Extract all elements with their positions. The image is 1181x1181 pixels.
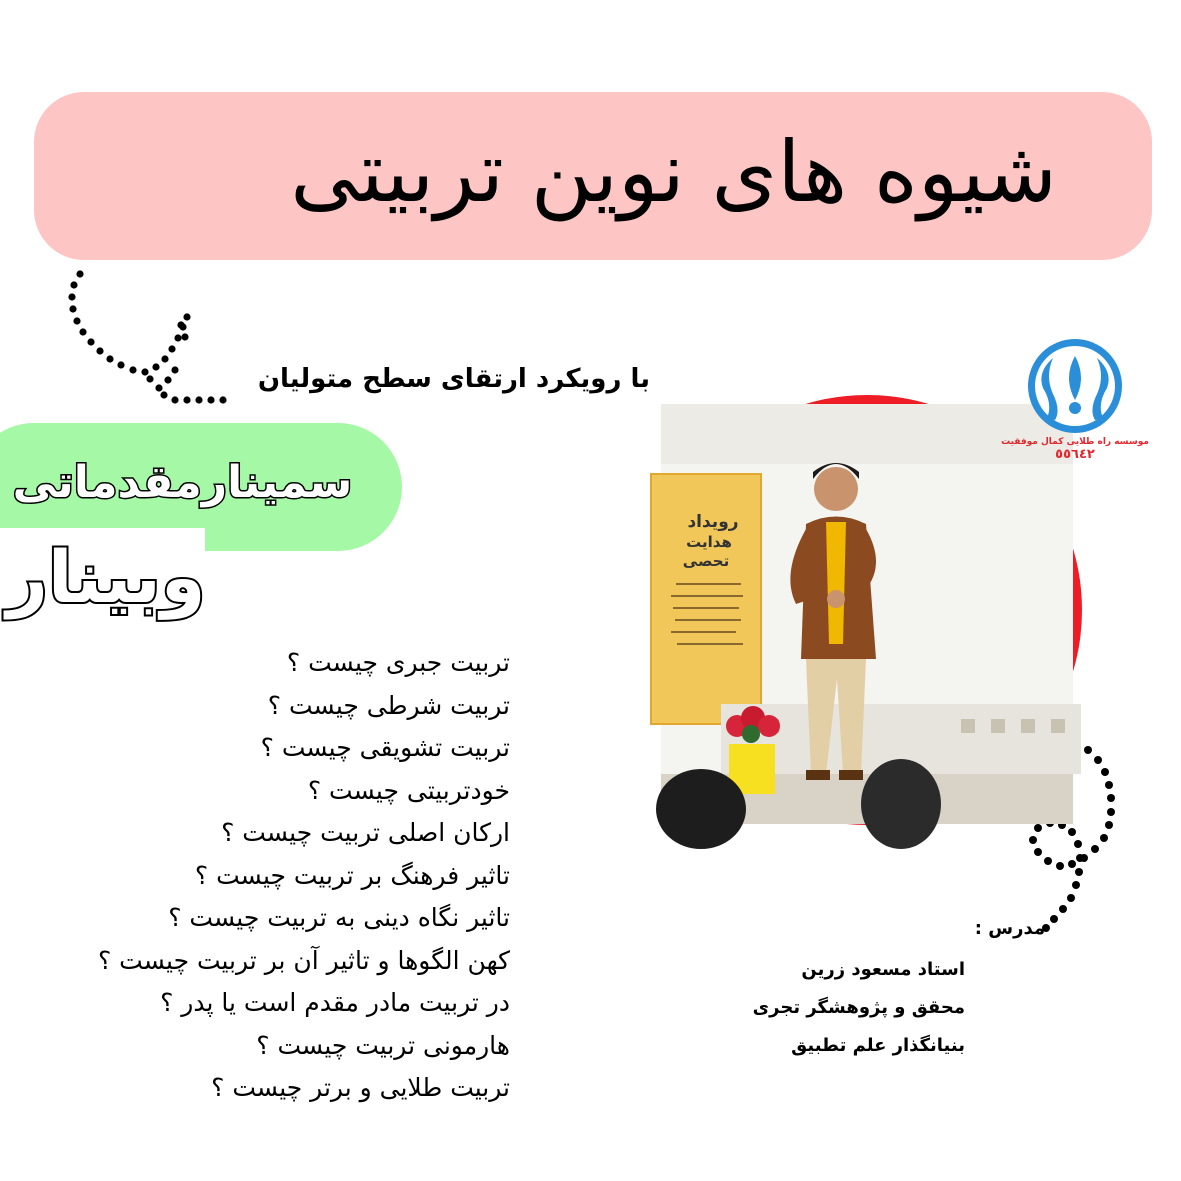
question-item: در تربیت مادر مقدم است یا پدر ؟ — [160, 988, 510, 1017]
question-item: ارکان اصلی تربیت چیست ؟ — [221, 818, 510, 847]
question-item: تربیت طلایی و برتر چیست ؟ — [211, 1073, 510, 1102]
page-title: شیوه های نوین تربیتی — [290, 123, 1057, 221]
title-banner — [34, 92, 1152, 260]
question-item: خودتربیتی چیست ؟ — [307, 775, 510, 805]
question-item: تاثیر نگاه دینی به تربیت چیست ؟ — [168, 903, 510, 932]
webinar-label: وبینار — [6, 535, 206, 619]
subtitle: با رویکرد ارتقای سطح متولیان — [257, 364, 650, 394]
teacher-role-founder: بنیانگذار علم تطبیق — [791, 1035, 965, 1056]
dotted-trail-top-left — [55, 262, 235, 412]
question-item: تاثیر فرهنگ بر تربیت چیست ؟ — [194, 860, 510, 890]
question-item: تربیت تشویقی چیست ؟ — [260, 733, 510, 762]
banner-line-1: رویداد — [687, 512, 739, 532]
teacher-name: استاد مسعود زرین — [801, 959, 965, 980]
banner-line-2: هدایت — [686, 533, 732, 551]
banner-line-3: تحصی — [682, 552, 730, 570]
logo-name: موسسه راه طلایی کمال موفقیت — [1001, 437, 1149, 447]
question-item: هارمونی تربیت چیست ؟ — [256, 1030, 510, 1060]
question-list — [40, 642, 510, 1110]
seminar-label: سمینارمقدماتی — [12, 457, 353, 508]
teacher-label: مدرس : — [974, 918, 1045, 939]
speaker-photo-illustration — [661, 404, 1073, 816]
question-item: تربیت شرطی چیست ؟ — [267, 690, 510, 720]
logo-emblem-icon — [1001, 338, 1149, 463]
question-item: کهن الگوها و تاثیر آن بر تربیت چیست ؟ — [97, 945, 510, 975]
teacher-info — [752, 918, 1045, 1065]
question-item: تربیت جبری چیست ؟ — [286, 648, 510, 677]
teacher-role-researcher: محقق و پژوهشگر تجری — [752, 997, 965, 1018]
speaker-photo — [652, 395, 1082, 825]
institute-logo — [1001, 338, 1149, 463]
logo-number: ٥٥٦٤٢ — [1055, 447, 1095, 462]
